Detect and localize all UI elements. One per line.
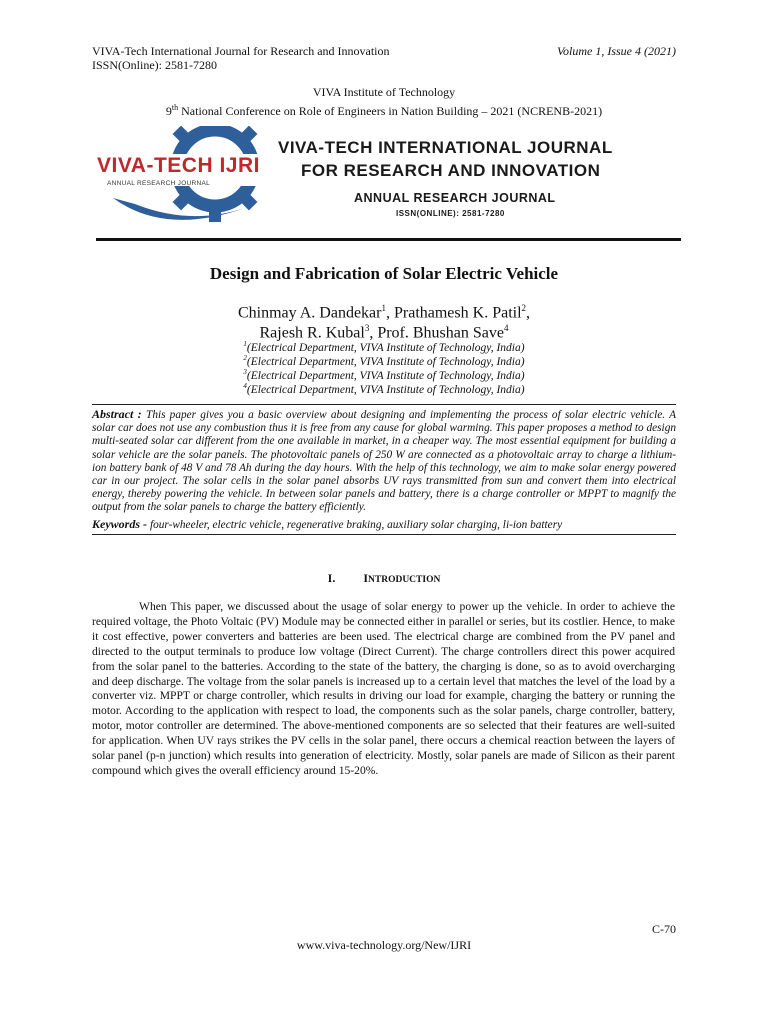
affiliation-text: (Electrical Department, VIVA Institute of Technology, India) <box>246 383 525 396</box>
section-number: I. <box>327 571 336 585</box>
institute-name: VIVA Institute of Technology <box>312 85 456 99</box>
affiliation-text: (Electrical Department, VIVA Institute of Technology, India) <box>246 355 525 368</box>
keywords <box>92 517 676 534</box>
affiliation-4 <box>0 379 768 397</box>
affiliation-text: (Electrical Department, VIVA Institute of Technology, India) <box>246 341 525 354</box>
author-sup: 3 <box>364 323 370 333</box>
abstract <box>92 405 676 517</box>
author-name: Rajesh R. Kubal <box>259 324 365 342</box>
conference-title: National Conference on Role of Engineers in Nation Building – 2021 (NCRENB-2021) <box>178 104 603 118</box>
section-heading <box>0 571 768 586</box>
running-header-journal: VIVA-Tech International Journal for Research and Innovation <box>92 44 390 58</box>
section-title-first: I <box>363 571 369 585</box>
conference-ordinal: 9 <box>165 104 172 118</box>
footer-url: www.viva-technology.org/New/IJRI <box>296 938 472 952</box>
logo-sub-text: ANNUAL RESEARCH JOURNAL <box>107 180 211 187</box>
introduction-body: When This paper, we discussed about the usage of solar energy to power up the vehicle. In order to achieve the required voltage, the Photo Voltaic (PV) Module may be connected either in parallel or series, but its costlier. Hence, to make it cost effective, power converters and batteries are been used. The electrical charge are combined from the PV panel and directed to the output terminals to produce low voltage (Direct Current). The charge controllers direct this power acquired from the solar panel to the batteries. According to the state of the battery, the charging is done, so as to avoid overcharging and deep discharge. The voltage from the solar panels is increased up to a certain level that matches the level of the load by a converter viz. MPPT or charge controller, which results in driving our load for example, charging the battery or running the motor. According to the application with respect to load, the components such as the solar panels, charge controller, battery, motor, motor controller are determined. The above-mentioned components are so selected that their features are well-suited for application. When UV rays strikes the PV cells in the solar panel, there occurs a chemical reaction between the layers of solar panel (p-n junction) which results into generation of electricity. Mostly, solar panels are made of Silicon as their parent compound which gives the overall efficiency around 15-20%. <box>92 600 675 777</box>
paper-title: Design and Fabrication of Solar Electric Vehicle <box>209 264 559 283</box>
author-name: Prathamesh K. Patil <box>393 304 522 322</box>
conference-name <box>0 100 768 119</box>
author-name: Chinmay A. Dandekar <box>237 304 382 322</box>
masthead-title-line1: VIVA-TECH INTERNATIONAL JOURNAL <box>278 138 613 157</box>
keywords-label: Keywords - <box>92 516 150 531</box>
affiliation-sup: 2 <box>243 354 247 362</box>
author-sup: 1 <box>381 303 386 313</box>
keywords-text: four-wheeler, electric vehicle, regenerative braking, auxiliary solar charging, li-ion battery <box>150 518 563 531</box>
section-title-rest: NTRODUCTION <box>368 575 441 585</box>
affiliation-sup: 4 <box>243 382 247 390</box>
author-sup: 2 <box>521 303 527 313</box>
abstract-box <box>92 404 676 535</box>
page-number: C-70 <box>652 922 676 936</box>
masthead-issn: ISSN(ONLINE): 2581-7280 <box>396 209 505 218</box>
masthead-subtitle: ANNUAL RESEARCH JOURNAL <box>354 191 556 205</box>
abstract-label: Abstract : <box>92 407 147 421</box>
running-header-volume: Volume 1, Issue 4 (2021) <box>557 44 676 58</box>
logo-main-text: VIVA-TECH IJRI <box>97 154 260 177</box>
affiliation-text: (Electrical Department, VIVA Institute of Technology, India) <box>246 369 525 382</box>
abstract-text: This paper gives you a basic overview about designing and implementing the process of solar electric vehicle. A solar car does not use any combustion thus it is free from any cause for global warming. This paper proposes a method to design multi-seated solar car different from the one available in market, in a cheaper way. The most essential equipment for building a solar vehicle are the solar panels. The photovoltaic panels of 250 W are connected as a photovoltaic array to charge a lithium-ion battery bank of 48 V and 78 Ah during the day hours. With the help of this technology, we aim to make solar energy powered car in our project. The solar cells in the solar panel absorbs UV rays transmitted from sun and convert them into electrical energy, thereby powering the vehicle. In between solar panels and battery, there is a charge controller or MPPT to magnify the output from the solar panels to charge the battery efficiently. <box>92 409 676 514</box>
affiliation-sup: 3 <box>243 368 247 376</box>
author-sep: , <box>526 304 531 322</box>
author-name: Prof. Bhushan Save <box>377 324 504 342</box>
author-sup: 4 <box>503 323 509 333</box>
masthead-title-line2: FOR RESEARCH AND INNOVATION <box>301 161 601 180</box>
affiliation-sup: 1 <box>243 340 247 348</box>
author-sep: , <box>385 304 394 322</box>
journal-logo <box>95 126 285 236</box>
header-divider <box>96 238 681 241</box>
author-sep: , <box>369 324 378 342</box>
running-header-issn: ISSN(Online): 2581-7280 <box>92 58 217 72</box>
conference-ordinal-suffix: th <box>171 103 179 112</box>
